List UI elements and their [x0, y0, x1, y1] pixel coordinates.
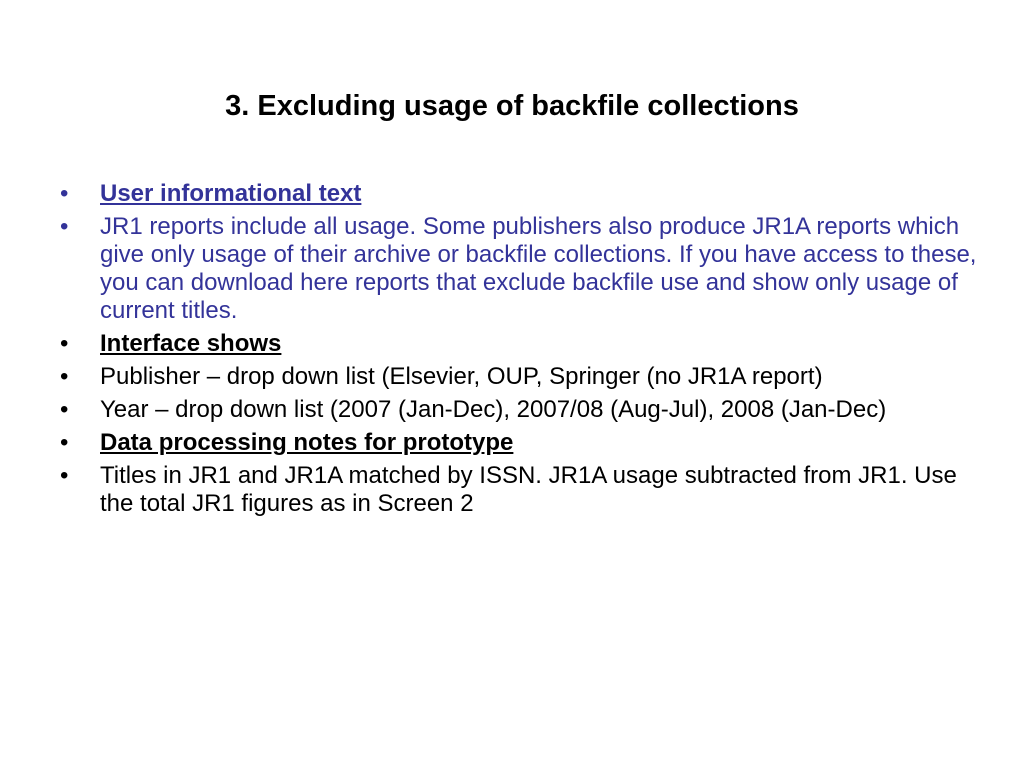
bullet-list	[58, 180, 988, 523]
bullet-text: JR1 reports include all usage. Some publishers also produce JR1A reports which give only usage of their archive or backfile collections. If you have access to these, you can download here reports that exclude backfile use and show only usage of current titles.	[100, 213, 977, 324]
bullet-icon: •	[60, 330, 69, 357]
bullet-icon: •	[60, 180, 69, 207]
bullet-item-interface-shows	[58, 330, 988, 358]
bullet-icon: •	[60, 213, 69, 240]
bullet-item-titles-matching	[58, 462, 988, 518]
bullet-text: Year – drop down list (2007 (Jan-Dec), 2007/08 (Aug-Jul), 2008 (Jan-Dec)	[100, 396, 887, 423]
section-heading: Interface shows	[100, 330, 282, 357]
bullet-icon: •	[60, 462, 69, 489]
bullet-item-data-processing-notes	[58, 429, 988, 457]
section-heading: User informational text	[100, 180, 362, 207]
bullet-text: Titles in JR1 and JR1A matched by ISSN. JR1A usage subtracted from JR1. Use the total JR1 figures as in Screen 2	[100, 462, 957, 517]
bullet-icon: •	[60, 429, 69, 456]
bullet-item-year	[58, 396, 988, 424]
bullet-item-publisher	[58, 363, 988, 391]
bullet-text: Publisher – drop down list (Elsevier, OUP, Springer (no JR1A report)	[100, 363, 823, 390]
bullet-item-user-informational-text	[58, 180, 988, 208]
bullet-icon: •	[60, 396, 69, 423]
slide-title: 3. Excluding usage of backfile collections	[225, 90, 799, 122]
bullet-item-jr1-description	[58, 213, 988, 325]
bullet-icon: •	[60, 363, 69, 390]
section-heading: Data processing notes for prototype	[100, 429, 514, 456]
